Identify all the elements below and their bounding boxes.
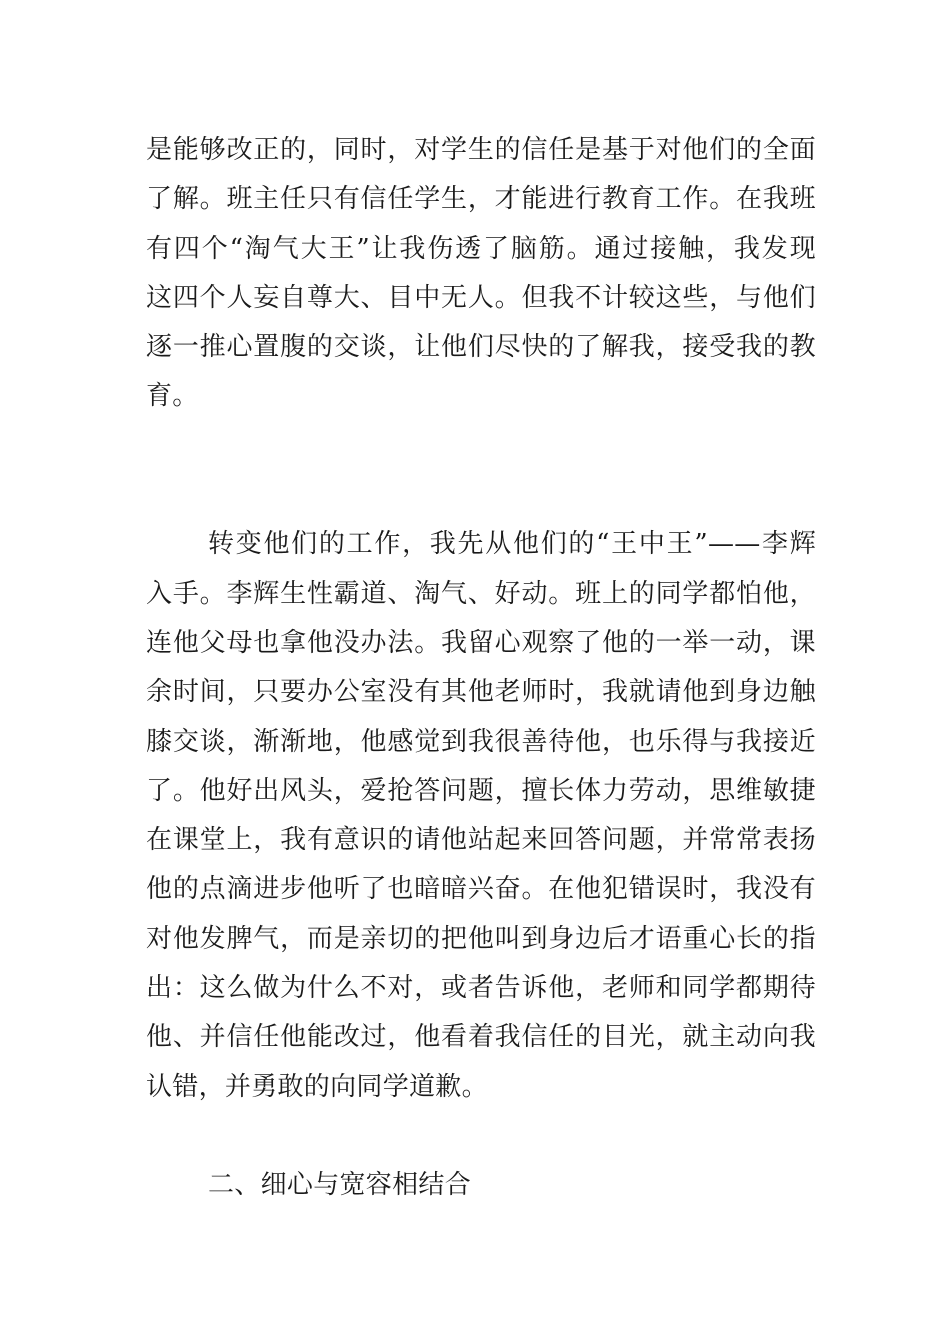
paragraph-1-line-1: 是能够改正的，同时，对学生的信任是基于对他们的全面	[146, 135, 816, 165]
paragraph-2-line-1: 转变他们的工作，我先从他们的“王中王”——李辉	[208, 529, 816, 560]
paragraph-1-line-6: 育。	[146, 381, 199, 412]
paragraph-2-line-10: 出：这么做为什么不对，或者告诉他，老师和同学都期待	[146, 973, 816, 1004]
document-body	[146, 126, 816, 1211]
paragraph-spacer	[146, 471, 816, 520]
paragraph-2-line-7: 在课堂上，我有意识的请他站起来回答问题，并常常表扬	[146, 825, 816, 856]
paragraph-spacer	[146, 1112, 816, 1161]
paragraph-2-line-2: 入手。李辉生性霸道、淘气、好动。班上的同学都怕他，	[146, 578, 816, 609]
paragraph-2-line-6: 了。他好出风头，爱抢答问题，擅长体力劳动，思维敏捷	[146, 775, 816, 806]
paragraph-spacer	[146, 422, 816, 471]
paragraph-2-line-4: 余时间，只要办公室没有其他老师时，我就请他到身边触	[146, 677, 816, 708]
paragraph-1-line-2: 了解。班主任只有信任学生，才能进行教育工作。在我班	[146, 184, 816, 215]
paragraph-2-line-3: 连他父母也拿他没办法。我留心观察了他的一举一动，课	[146, 627, 816, 658]
section-heading: 二、细心与宽容相结合	[208, 1170, 472, 1201]
paragraph-2-line-8: 他的点滴进步他听了也暗暗兴奋。在他犯错误时，我没有	[146, 874, 816, 905]
paragraph-2-line-11: 他、并信任他能改过，他看着我信任的目光，就主动向我	[146, 1022, 816, 1053]
paragraph-2-line-12: 认错，并勇敢的向同学道歉。	[146, 1071, 488, 1102]
paragraph-2-line-9: 对他发脾气，而是亲切的把他叫到身边后才语重心长的指	[146, 923, 816, 954]
paragraph-1-line-4: 这四个人妄自尊大、目中无人。但我不计较这些，与他们	[146, 282, 816, 313]
paragraph-1-line-5: 逐一推心置腹的交谈，让他们尽快的了解我，接受我的教	[146, 332, 816, 363]
paragraph-2-line-5: 膝交谈，渐渐地，他感觉到我很善待他，也乐得与我接近	[146, 726, 816, 757]
paragraph-1-line-3: 有四个“淘气大王”让我伤透了脑筋。通过接触，我发现	[146, 233, 816, 264]
